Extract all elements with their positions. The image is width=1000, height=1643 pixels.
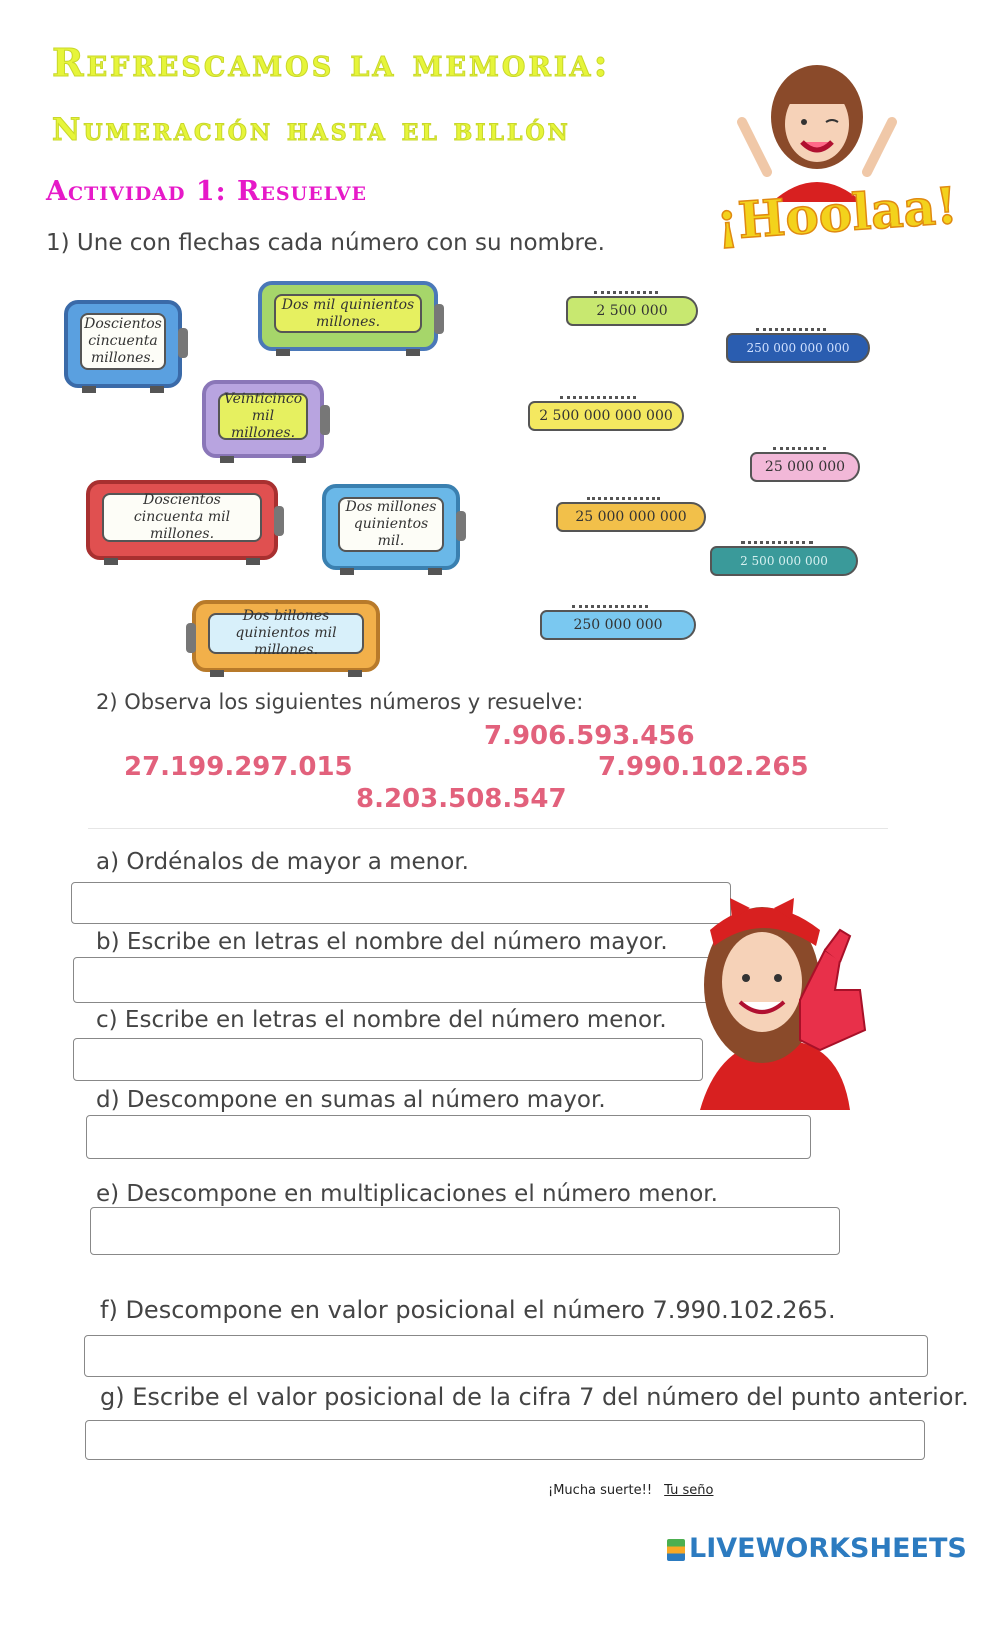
answer-d-input[interactable] bbox=[86, 1115, 811, 1159]
tv-card[interactable] bbox=[86, 480, 278, 560]
question-1-prompt: 1) Une con flechas cada número con su nombre. bbox=[46, 230, 605, 256]
answer-a-input[interactable] bbox=[71, 882, 731, 924]
tv-card[interactable] bbox=[322, 484, 460, 570]
question-2-prompt: 2) Observa los siguientes números y resuelve: bbox=[96, 690, 584, 714]
number-3: 7.990.102.265 bbox=[598, 752, 809, 782]
number-bus[interactable]: 250 000 000 bbox=[540, 610, 696, 640]
item-d-text: d) Descompone en sumas al número mayor. bbox=[96, 1087, 606, 1113]
tv-label: Doscientos cincuenta millones. bbox=[80, 313, 166, 370]
answer-e-input[interactable] bbox=[90, 1207, 840, 1255]
item-b-text: b) Escribe en letras el nombre del número mayor. bbox=[96, 929, 668, 955]
title-line-1: Refrescamos la memoria: bbox=[52, 40, 611, 85]
number-bus[interactable]: 2 500 000 000 000 bbox=[528, 401, 684, 431]
activity-heading: Actividad 1: Resuelve bbox=[46, 176, 367, 207]
number-bus[interactable]: 25 000 000 000 bbox=[556, 502, 706, 532]
item-a-text: a) Ordénalos de mayor a menor. bbox=[96, 849, 469, 875]
number-4: 8.203.508.547 bbox=[356, 784, 567, 814]
good-luck-text: ¡Mucha suerte!! bbox=[548, 1483, 653, 1498]
item-c-text: c) Escribe en letras el nombre del número menor. bbox=[96, 1007, 667, 1033]
number-bus[interactable]: 2 500 000 bbox=[566, 296, 698, 326]
brand-name: LIVEWORKSHEETS bbox=[689, 1533, 967, 1564]
tv-label: Doscientos cincuenta mil millones. bbox=[102, 493, 262, 542]
tv-label: Dos millones quinientos mil. bbox=[338, 497, 444, 552]
thumbs-up-girl-illustration bbox=[700, 890, 880, 1110]
footer-note bbox=[548, 1483, 713, 1498]
title-line-2: Numeración hasta el billón bbox=[52, 112, 571, 148]
signature-link[interactable]: Tu seño bbox=[664, 1483, 714, 1498]
item-f-text: f) Descompone en valor posicional el número 7.990.102.265. bbox=[100, 1296, 836, 1324]
answer-b-input[interactable] bbox=[73, 957, 713, 1003]
greeting-text: ¡Hoolaa! bbox=[714, 175, 960, 252]
item-e-text: e) Descompone en multiplicaciones el número menor. bbox=[96, 1181, 718, 1207]
tv-label: Dos mil quinientos millones. bbox=[274, 294, 422, 333]
divider bbox=[88, 828, 888, 829]
tv-card[interactable] bbox=[202, 380, 324, 458]
answer-c-input[interactable] bbox=[73, 1038, 703, 1081]
brand-logo[interactable] bbox=[667, 1533, 967, 1564]
number-bus[interactable]: 25 000 000 bbox=[750, 452, 860, 482]
liveworksheets-logo-icon bbox=[667, 1539, 685, 1561]
number-2: 27.199.297.015 bbox=[124, 752, 353, 782]
tv-card[interactable] bbox=[258, 281, 438, 351]
number-bus[interactable]: 250 000 000 000 bbox=[726, 333, 870, 363]
answer-g-input[interactable] bbox=[85, 1420, 925, 1460]
item-g-text: g) Escribe el valor posicional de la cifra 7 del número del punto anterior. bbox=[100, 1383, 969, 1411]
tv-card[interactable] bbox=[192, 600, 380, 672]
number-bus[interactable]: 2 500 000 000 bbox=[710, 546, 858, 576]
answer-f-input[interactable] bbox=[84, 1335, 928, 1377]
tv-label: Veinticinco mil millones. bbox=[218, 393, 308, 440]
tv-label: Dos billones quinientos mil millones. bbox=[208, 613, 364, 654]
tv-card[interactable] bbox=[64, 300, 182, 388]
number-1: 7.906.593.456 bbox=[484, 721, 695, 751]
